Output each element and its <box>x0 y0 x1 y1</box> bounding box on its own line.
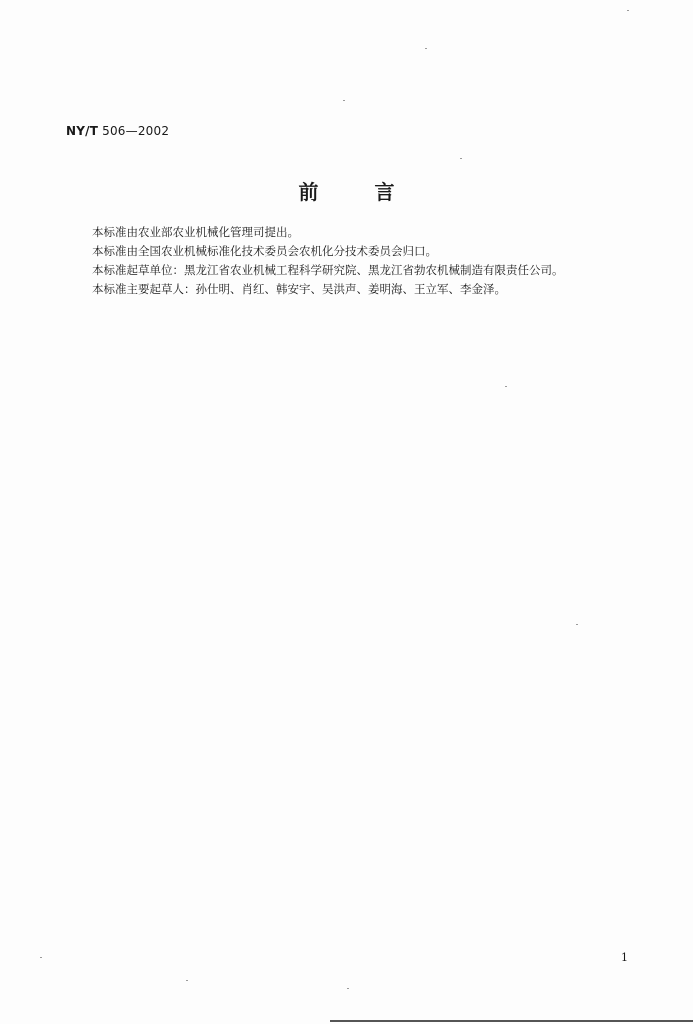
scan-speck <box>460 158 462 159</box>
foreword-line-proposer: 本标准由农业部农业机械化管理司提出。 <box>92 225 299 239</box>
scan-speck <box>186 980 188 981</box>
foreword-line-committee: 本标准由全国农业机械标准化技术委员会农机化分技术委员会归口。 <box>92 244 437 258</box>
bottom-rule <box>330 1020 693 1022</box>
title-char-2: 言 <box>374 180 395 204</box>
standard-code <box>66 124 169 138</box>
scan-speck <box>347 988 349 989</box>
scan-speck <box>627 10 629 11</box>
standard-prefix: NY/T <box>66 124 99 138</box>
foreword-line-drafting-units: 本标准起草单位：黑龙江省农业机械工程科学研究院、黑龙江省勃农机械制造有限责任公司。 <box>92 263 564 277</box>
foreword-body <box>92 223 652 299</box>
page-number: 1 <box>621 951 628 964</box>
scan-speck <box>425 48 427 49</box>
foreword-line-drafters: 本标准主要起草人：孙仕明、肖红、韩安宇、吴洪声、姜明海、王立军、李金泽。 <box>92 282 506 296</box>
standard-number: 506—2002 <box>102 124 170 138</box>
scan-speck <box>343 100 345 101</box>
scan-speck <box>505 386 507 387</box>
page-title <box>0 176 693 205</box>
scan-speck <box>576 624 578 625</box>
title-char-1: 前 <box>298 180 319 204</box>
scan-speck <box>40 957 42 958</box>
